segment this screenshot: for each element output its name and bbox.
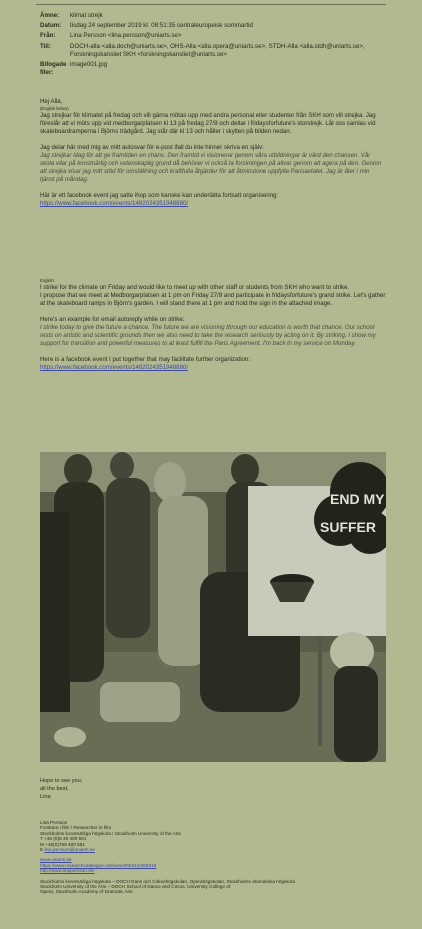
- signature-email-link[interactable]: lina.persson@uniarts.se: [44, 847, 95, 853]
- attachment-file[interactable]: image001.jpg: [70, 61, 108, 69]
- signature-web-link-1[interactable]: www.uniarts.se: [40, 857, 72, 863]
- attachments-label: Bifogade filer:: [40, 61, 67, 77]
- signature-web-link-2[interactable]: https://www.researchcatalogue.net/view/266314/266315: [40, 862, 157, 868]
- header-divider: [36, 4, 386, 5]
- to-label: Till:: [40, 42, 51, 50]
- swedish-autoreply-text: Jag strejkar idag för att ge framtiden en chans. Den framtid vi visionerar genom våra utbildningar är värd den chansen. Vår skola vilar på konstnärlig och vetenskaplig grund då behöver vi också ta forskningen på allvar genom att agera på den. Genom att strejka visar jag mitt stöd för omställning och kraftfulla åtgärder för att åtminstone uppfylla Parisavtalet. Jag är åter i min tjänst på måndag.: [40, 151, 382, 184]
- swedish-autoreply-intro: Jag delar här med mig av mitt autosvar för e-post ifall du inte hinner skriva en själv:: [40, 143, 264, 151]
- swedish-section: [40, 98, 384, 209]
- swedish-facebook-link[interactable]: https://www.facebook.com/events/1482024351948880/: [40, 200, 189, 208]
- english-autoreply-intro: Here's an example for email autoreply while on strike:: [40, 315, 185, 323]
- swedish-facebook-intro: Här är ett facebook event jag satte ihop som kanske kan underlätta fortsatt organisering:: [40, 192, 279, 200]
- signature-web-link-3[interactable]: http://www.linapersson.se/: [40, 868, 95, 874]
- signature-footer-2: Stockholm University of the Arts – DOCH School of Dance and Circus, University College of: [40, 884, 231, 890]
- signature-footer-3: Opera, Stockholm Academy of Dramatic Arts: [40, 889, 133, 895]
- attached-photo: [40, 452, 386, 762]
- english-facebook-link[interactable]: https://www.facebook.com/events/1482024351948880/: [40, 364, 189, 372]
- sign-text-1: END MY: [330, 491, 385, 507]
- signature-phone: T +46 (0)8 49 400 591: [40, 836, 87, 842]
- closing: [40, 778, 82, 801]
- subject-value: klimat strejk: [70, 12, 103, 19]
- from-label: Från:: [40, 32, 56, 40]
- signature-mobile: M +46(0)769 400 591: [40, 841, 85, 847]
- english-section: [40, 278, 386, 372]
- email-header: [40, 12, 380, 79]
- subject-row: [40, 12, 380, 20]
- english-facebook-intro: Here is a facebook event I put together that may facilitate further organization:: [40, 356, 251, 364]
- english-paragraph-2: I propose that we meet at Medborgarplatsen at 1 pm on Friday 27/9 and participate in fridaysforfuture's grand strike. Let's gather at the skateboard ramps in Björn's garden. I will stand there at 1 pm and hold the sign in the attached image.: [40, 291, 386, 307]
- closing-line-2: all the best,: [40, 785, 69, 792]
- sign-text-2: SUFFER: [320, 519, 376, 535]
- subject-label: Ämne:: [40, 12, 60, 19]
- from-value: Lina Persson <lina.persson@uniarts.se>: [70, 32, 182, 40]
- english-autoreply-text: I strike today to give the future a chance. The future we are visioning through our education is worth that chance. Our school rests on artistic and scientific grounds then we also need to take the research seriously by acting on it. By striking, I show my support for transition and powerful measures to at least fulfill the Paris Agreement. I'm back in my service on Monday.: [40, 323, 376, 348]
- signature-org: Stockholms konstnärliga högskola / Stockholm University of the Arts: [40, 830, 181, 836]
- email-signature: [40, 820, 386, 895]
- english-below-note: (English below): [40, 106, 69, 112]
- date-value: tisdag 24 september 2019 kl. 08:51:35 centraleuropeisk sommartid: [70, 22, 253, 30]
- attachments-row: [40, 61, 380, 77]
- signature-title: Forskare i film / Researcher in film: [40, 825, 112, 831]
- closing-line-1: Hope to see you,: [40, 778, 83, 784]
- signature-footer-1: Stockholms konstnärliga högskola – DOCH Dans och Cirkushögskolan, Operahögskolan, Stockholms dramatiska högskola: [40, 878, 296, 884]
- to-value: DOCH-alla <alla.doch@uniarts.se>, OHS-Alla <alla.opera@uniarts.se>, STDH-Alla <alla.stdh@uniarts.se>, Forskningskansliet SKH <forskningskansliet@uniarts.se>: [70, 42, 365, 58]
- signature-name: Lina Persson: [40, 820, 68, 825]
- swedish-paragraph-1: Jag strejkar för klimatet på fredag och vill gärna mötas upp med andra personal eller studenter från SKH som vill strejka. Jag föreslår att vi möts upp vid medborgarplatsen kl 13 på fredag 27/9 och deltar i fridaysforfuture's storstrejk. Låt oss samlas vid skateboardramperna i Björns trädgård. Jag står där kl 13 och håller i skylten på bilden nedan.: [40, 111, 376, 135]
- greeting: Hej Alla,: [40, 98, 63, 105]
- date-label: Datum:: [40, 22, 62, 30]
- closing-line-3: Lina: [40, 793, 51, 800]
- signature-email-prefix: E: [40, 847, 44, 853]
- date-row: [40, 22, 380, 30]
- from-row: [40, 32, 380, 40]
- english-label: English:: [40, 278, 55, 283]
- to-row: [40, 43, 380, 59]
- english-paragraph-1: I strike for the climate on Friday and would like to meet up with other staff or students from SKH who want to strike.: [40, 283, 350, 291]
- protest-photo-illustration: [40, 452, 386, 762]
